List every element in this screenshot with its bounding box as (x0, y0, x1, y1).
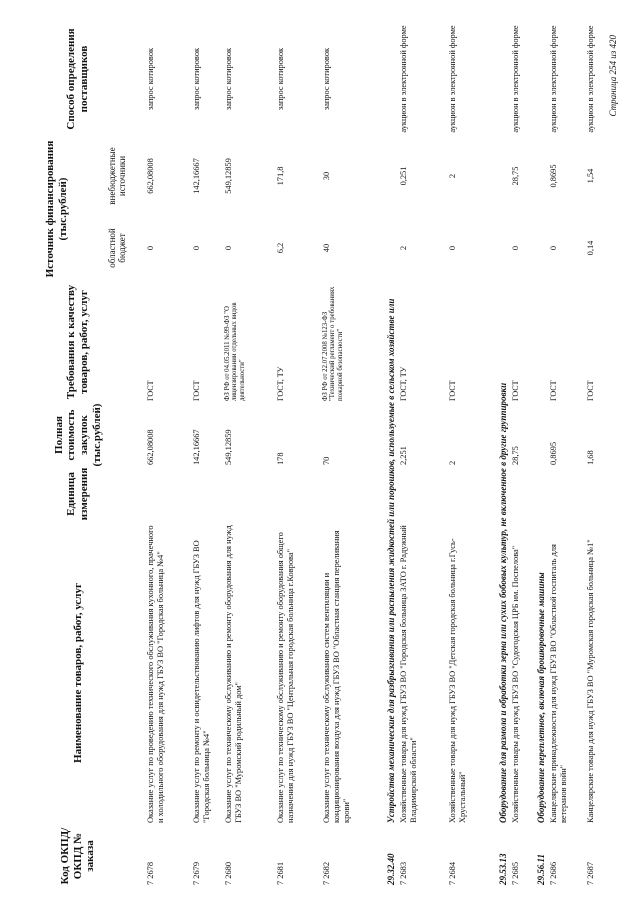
funding-regional: 0 (549, 245, 558, 251)
order-code: 7 2678 (146, 861, 155, 885)
item-name: Хозяйственные товары для нужд ГБУЗ ВО "Детская городская больница г.Гусь-Хрустальный" (448, 538, 467, 823)
funding-external: 142,16667 (192, 158, 201, 194)
item-requirements (224, 283, 246, 401)
procurement-method: аукцион в электронной форме (586, 25, 595, 133)
header-code: Код ОКПД/ ОКПД № заказа (59, 827, 97, 885)
item-cost: 70 (322, 456, 331, 465)
page-number: Страница 254 из 420 (608, 35, 618, 117)
procurement-method: запрос котировок (192, 47, 201, 111)
item-cost: 0,8695 (549, 441, 558, 465)
group-code: 29.56.11 (536, 853, 546, 885)
funding-regional: 0 (224, 245, 233, 251)
funding-external: 549,12859 (224, 158, 233, 194)
item-name: Оказание услуг по проведению технического обслуживания кухонного, прачечного и холодильного оборудования для нужд ГБУЗ ВО "Городская больница №4" (146, 525, 165, 823)
item-name: Оказание услуг по ремонту и освидетельствованию лифтов для нужд ГБУЗ ВО "Городская больница №4" (192, 540, 211, 823)
funding-external: 2 (448, 173, 457, 179)
item-name: Оказание услуг по техническому обслуживанию и ремонту оборудования для нужд ГБУЗ ВО "Муромский родильный дом" (224, 525, 243, 823)
group-heading (386, 25, 396, 885)
procurement-method: аукцион в электронной форме (448, 25, 457, 133)
order-code: 7 2679 (192, 861, 201, 885)
group-title: Оборудование переплетное, включая брошюровочные машины (536, 572, 546, 823)
order-code: 7 2685 (511, 861, 520, 885)
item-name: Оказание услуг по техническому обслуживанию систем вентиляции и кондиционирования воздуха для нужд ГБУЗ ВО "Областная станция переливания крови" (322, 530, 351, 823)
funding-regional: 2 (399, 245, 408, 251)
procurement-method: запрос котировок (276, 47, 285, 111)
funding-external: 28,75 (511, 166, 520, 186)
procurement-method: аукцион в электронной форме (511, 25, 520, 133)
group-code: 29.32.40 (386, 853, 396, 885)
header-name: Наименование товаров, работ, услуг (71, 583, 84, 763)
order-code: 7 2683 (399, 861, 408, 885)
item-cost: 662,08008 (146, 429, 155, 465)
group-code: 29.53.13 (498, 853, 508, 885)
procurement-method: запрос котировок (146, 47, 155, 111)
requirements-note: ФЗ РФ от 04.05.2011 №99-ФЗ "О лицензировании отдельных видов деятельности" (224, 302, 246, 401)
item-name: Оказание услуг по техническому обслуживанию и ремонту оборудования общего назначения для нужд ГБУЗ ВО "Центральная городская больница г.Коврова" (276, 532, 295, 823)
header-unit: Единица измерения (65, 467, 90, 521)
item-requirements: ГОСТ (146, 380, 155, 401)
funding-regional: 6,2 (276, 242, 285, 254)
order-code: 7 2681 (276, 861, 285, 885)
item-cost: 1,68 (586, 450, 595, 465)
funding-regional: 40 (322, 243, 331, 253)
header-funding-external: внебюджетные источники (106, 147, 127, 205)
item-name: Хозяйственные товары для нужд ГБУЗ ВО "Судогодская ЦРБ им. Поспелова" (511, 545, 520, 823)
item-name: Канцелярские товары для нужд ГБУЗ ВО "Муромская городская больница №1" (586, 539, 595, 823)
item-requirements: ГОСТ (448, 380, 457, 401)
group-title: Устройства механические для разбрызгивания или распыления жидкостей или порошков, используемые в сельском хозяйстве или (386, 298, 396, 823)
funding-regional: 0 (146, 245, 155, 251)
item-requirements: ГОСТ, ТУ (399, 366, 408, 401)
funding-regional: 0 (448, 245, 457, 251)
item-cost: 2,251 (399, 446, 408, 465)
header-method: Способ определения поставщиков (65, 28, 90, 130)
header-cost: Полная стоимость закупок (тыс.рублей) (52, 403, 103, 467)
requirements-note: ФЗ РФ от 22.07.2008 №123-ФЗ "Технический регламент о требованиях пожарной безопасности" (322, 286, 344, 401)
item-requirements: ГОСТ (586, 380, 595, 401)
procurement-method: запрос котировок (322, 47, 331, 111)
item-requirements: ГОСТ (192, 380, 201, 401)
item-cost: 28,75 (511, 446, 520, 465)
item-cost: 142,16667 (192, 429, 201, 465)
procurement-method: аукцион в электронной форме (549, 25, 558, 133)
procurement-method: запрос котировок (224, 47, 233, 111)
funding-regional: 0 (192, 245, 201, 251)
item-name: Канцелярские принадлежности для нужд ГБУЗ ВО "Областной госпиталь для ветеранов войн" (549, 544, 568, 823)
funding-regional: 0 (511, 245, 520, 251)
order-code: 7 2686 (549, 861, 558, 885)
header-requirements: Требования к качеству товаров, работ, услуг (65, 284, 90, 400)
group-heading (536, 25, 546, 885)
item-requirements: ГОСТ (549, 380, 558, 401)
item-requirements: ГОСТ (511, 380, 520, 401)
item-cost: 549,12859 (224, 429, 233, 465)
procurement-table (18, 25, 618, 885)
order-code: 7 2684 (448, 861, 457, 885)
funding-regional: 0,14 (586, 240, 595, 256)
header-funding: Источник финансирования (тыс.рублей) (44, 140, 69, 278)
item-cost: 2 (448, 460, 457, 465)
header-funding-regional: областной бюджет (106, 228, 127, 268)
funding-external: 662,08008 (146, 158, 155, 194)
funding-external: 0,251 (399, 166, 408, 186)
item-name: Хозяйственные товары для нужд ГБУЗ ВО "Городская больница ЗАТО г. Радужный Владимирской области" (399, 525, 418, 823)
funding-external: 30 (322, 171, 331, 181)
funding-external: 1,54 (586, 168, 595, 184)
order-code: 7 2682 (322, 861, 331, 885)
group-title: Оборудование для размола и обработки зерна или сухих бобовых культур, не включенное в другие группировки (498, 382, 508, 823)
order-code: 7 2680 (224, 861, 233, 885)
item-requirements: ГОСТ, ТУ (276, 366, 285, 401)
funding-external: 0,8695 (549, 164, 558, 188)
procurement-method: аукцион в электронной форме (399, 25, 408, 133)
order-code: 7 2687 (586, 861, 595, 885)
funding-external: 171,8 (276, 166, 285, 186)
group-heading (498, 25, 508, 885)
item-cost: 178 (276, 452, 285, 465)
item-requirements (322, 283, 344, 401)
